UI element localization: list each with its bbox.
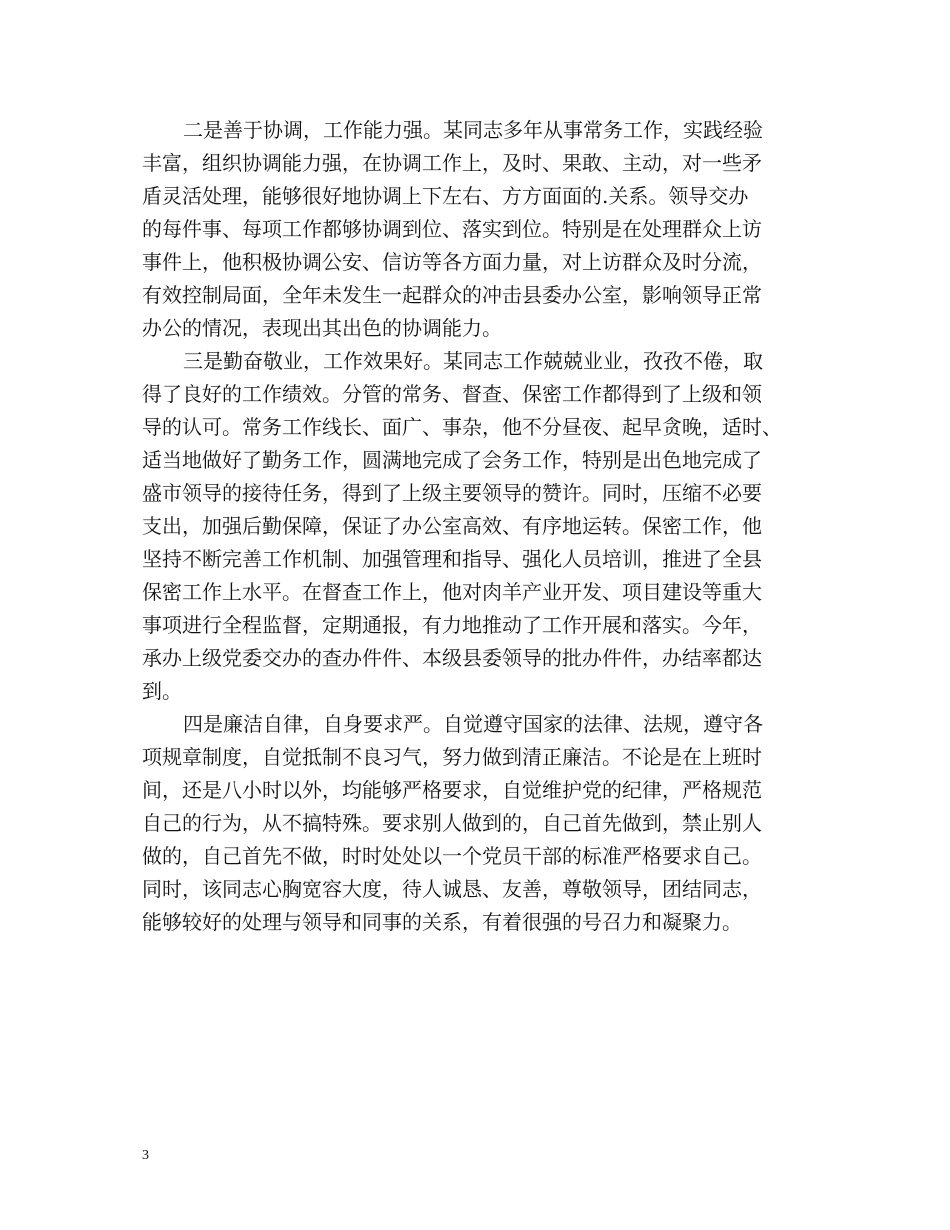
text-line: 项规章制度，自觉抵制不良习气，努力做到清正廉洁。不论是在上班时 — [142, 745, 762, 769]
text-line: 事项进行全程监督，定期通报，有力地推动了工作开展和落实。今年， — [142, 613, 762, 637]
paragraph-coordination — [142, 114, 820, 345]
text-line: 承办上级党委交办的查办件件、本级县委领导的批办件件，办结率都达 — [142, 646, 762, 670]
text-line: 同时，该同志心胸宽容大度，待人诚恳、友善，尊敬领导，团结同志， — [142, 877, 762, 901]
text-line: 的每件事、每项工作都够协调到位、落实到位。特别是在处理群众上访 — [142, 217, 762, 241]
text-line: 三是勤奋敬业，工作效果好。某同志工作兢兢业业，孜孜不倦，取 — [183, 349, 763, 373]
text-line: 办公的情况，表现出其出色的协调能力。 — [142, 316, 502, 340]
text-line: 导的认可。常务工作线长、面广、事杂，他不分昼夜、起早贪晚，适时、 — [142, 415, 782, 439]
document-body — [142, 114, 820, 939]
paragraph-integrity — [142, 708, 820, 939]
text-line: 做的，自己首先不做，时时处处以一个党员干部的标准严格要求自己。 — [142, 844, 762, 868]
text-line: 支出，加强后勤保障，保证了办公室高效、有序地运转。保密工作，他 — [142, 514, 762, 538]
page-number: 3 — [142, 1148, 149, 1163]
text-line: 保密工作上水平。在督查工作上，他对肉羊产业开发、项目建设等重大 — [142, 580, 762, 604]
text-line: 四是廉洁自律，自身要求严。自觉遵守国家的法律、法规，遵守各 — [183, 712, 763, 736]
text-line: 坚持不断完善工作机制、加强管理和指导、强化人员培训，推进了全县 — [142, 547, 762, 571]
text-line: 得了良好的工作绩效。分管的常务、督查、保密工作都得到了上级和领 — [142, 382, 762, 406]
paragraph-diligence — [142, 345, 820, 708]
text-line: 丰富，组织协调能力强，在协调工作上，及时、果敢、主动，对一些矛 — [142, 151, 762, 175]
text-line: 能够较好的处理与领导和同事的关系，有着很强的号召力和凝聚力。 — [142, 910, 742, 934]
text-line: 盾灵活处理，能够很好地协调上下左右、方方面面的.关系。领导交办 — [142, 184, 749, 208]
text-line: 自己的行为，从不搞特殊。要求别人做到的，自己首先做到，禁止别人 — [142, 811, 762, 835]
text-line: 间，还是八小时以外，均能够严格要求，自觉维护党的纪律，严格规范 — [142, 778, 762, 802]
text-line: 盛市领导的接待任务，得到了上级主要领导的赞许。同时，压缩不必要 — [142, 481, 762, 505]
text-line: 有效控制局面，全年未发生一起群众的冲击县委办公室，影响领导正常 — [142, 283, 762, 307]
text-line: 二是善于协调，工作能力强。某同志多年从事常务工作，实践经验 — [183, 118, 763, 142]
text-line: 事件上，他积极协调公安、信访等各方面力量，对上访群众及时分流， — [142, 250, 762, 274]
text-line: 适当地做好了勤务工作，圆满地完成了会务工作，特别是出色地完成了 — [142, 448, 762, 472]
text-line: 到。 — [142, 679, 182, 703]
